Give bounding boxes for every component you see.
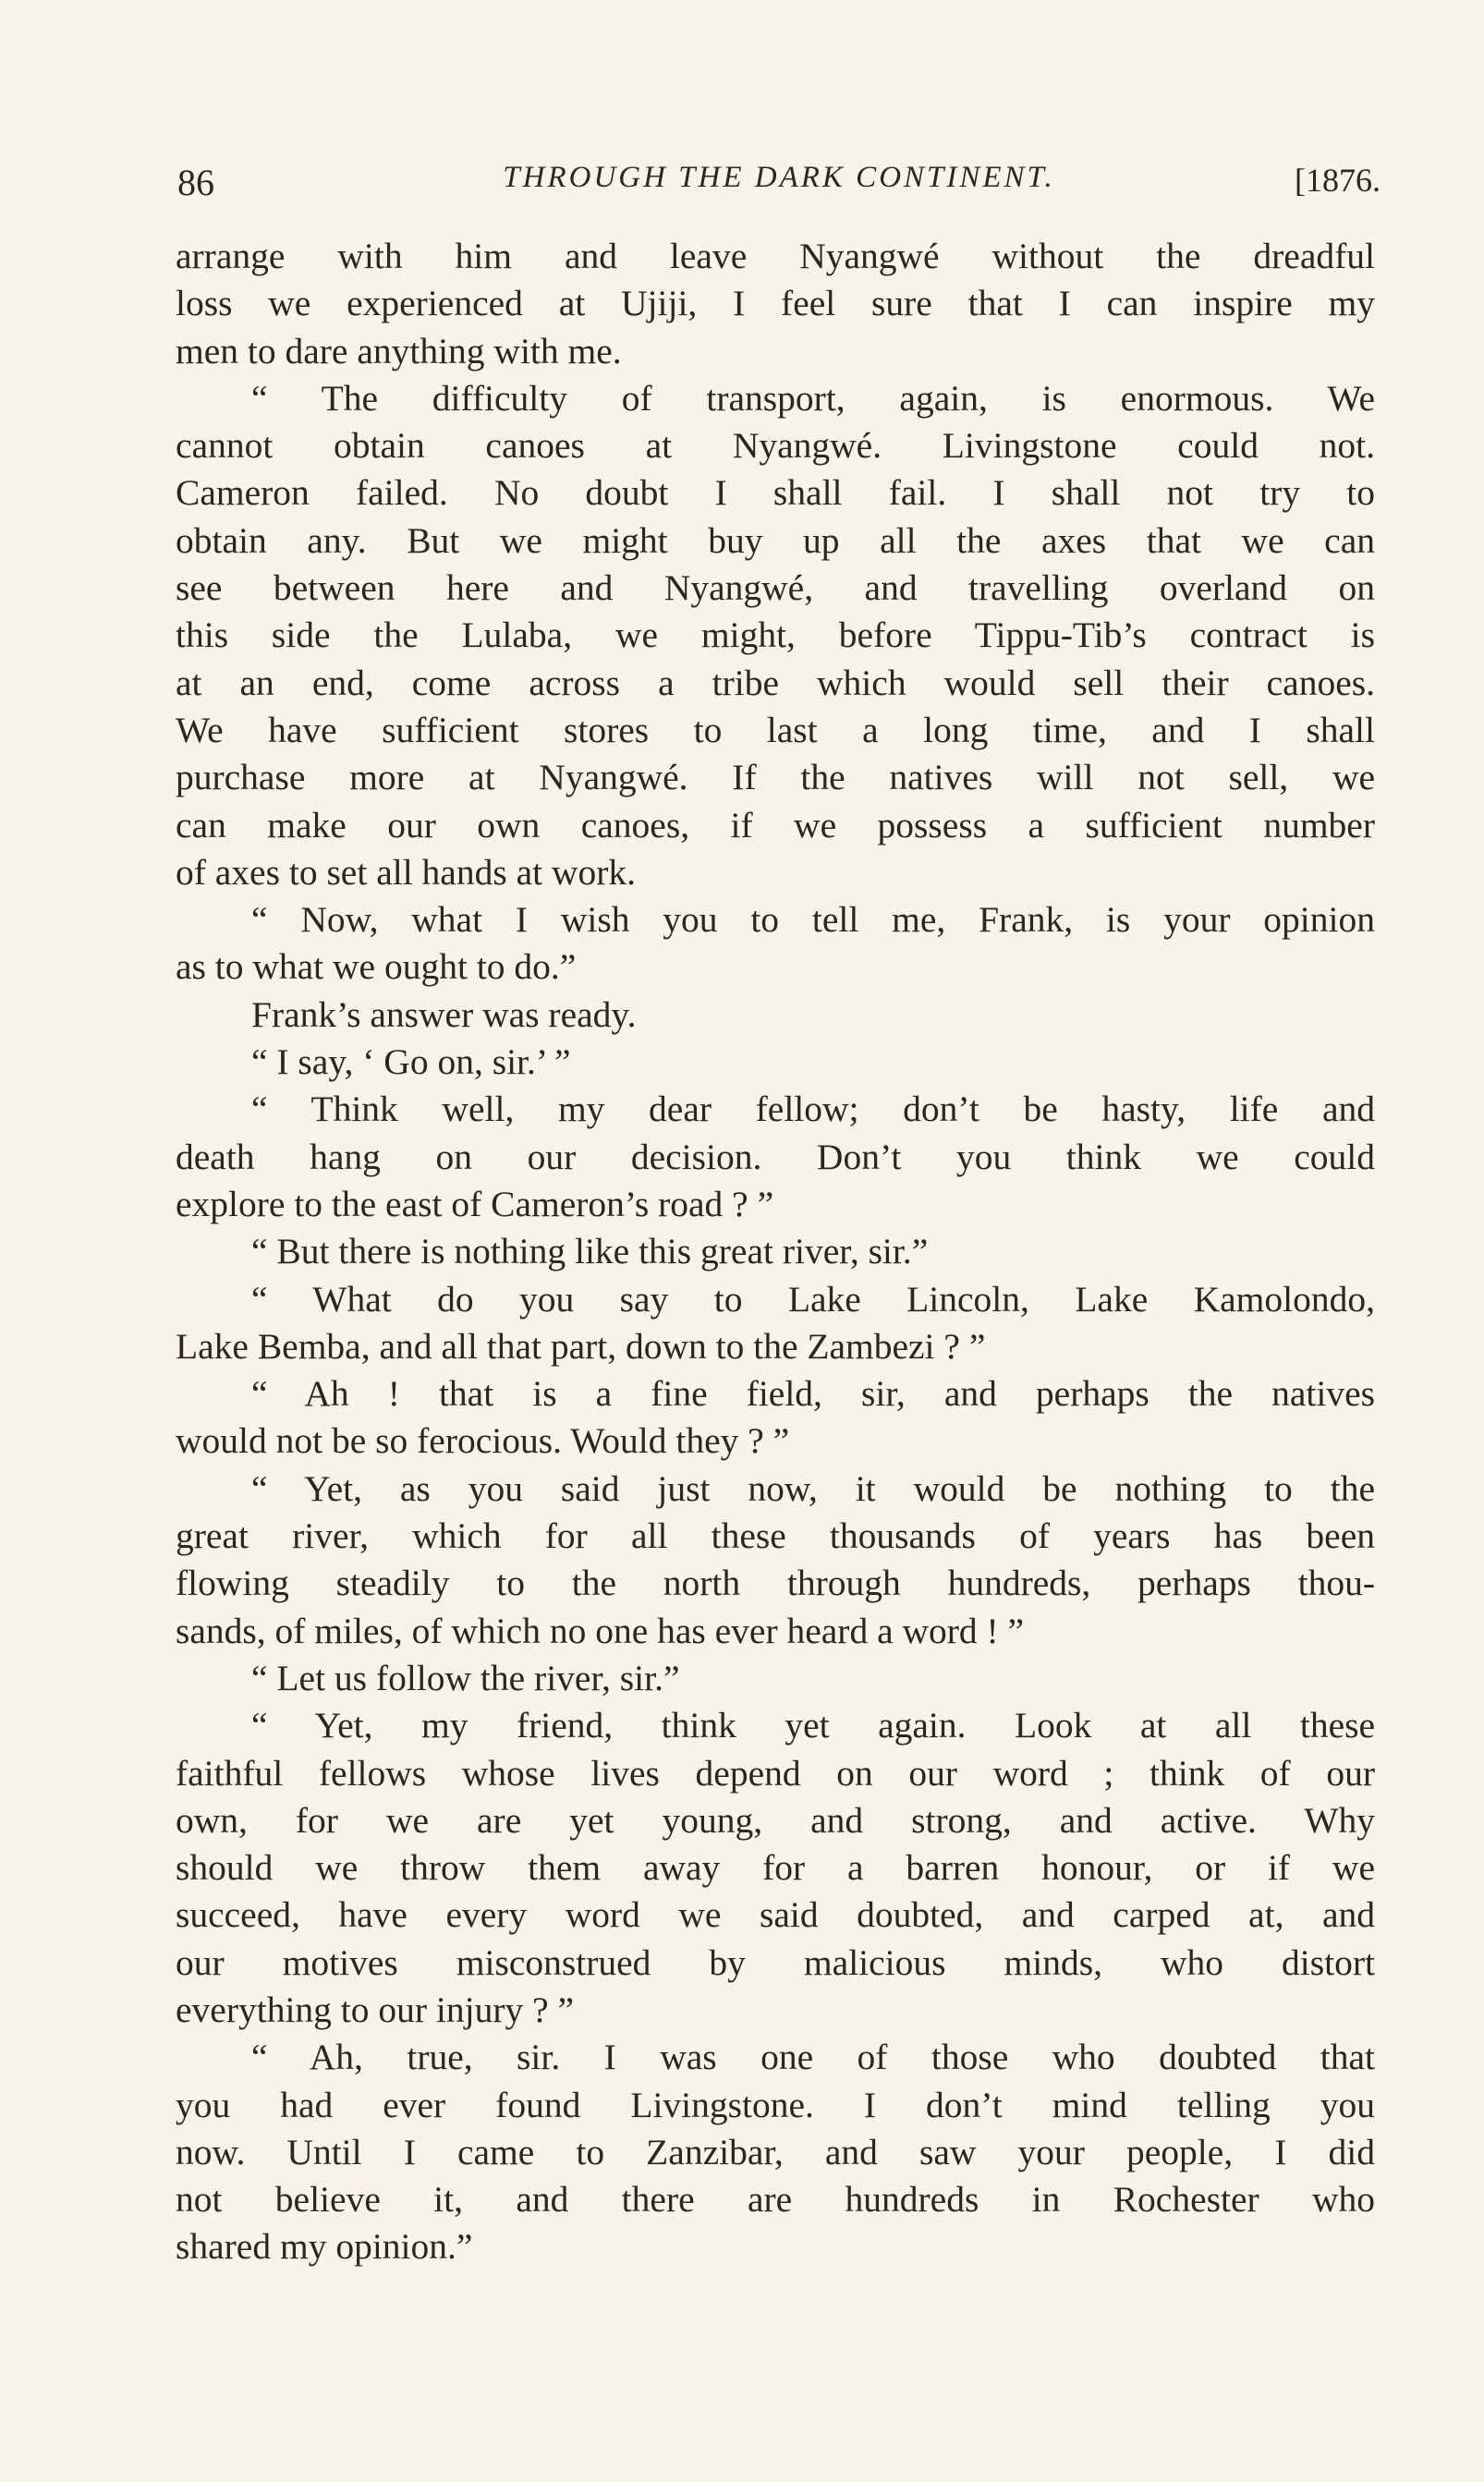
text-line: Cameron failed. No doubt I shall fail. I shall not try to [176,472,1375,514]
text-line: Frank’s answer was ready. [251,993,637,1035]
text-line: now. Until I came to Zanzibar, and saw your people, I did [176,2131,1375,2172]
text-line: death hang on our decision. Don’t you think we could [176,1136,1375,1177]
text-line: you had ever found Livingstone. I don’t mind telling you [176,2084,1375,2125]
text-line: arrange with him and leave Nyangwé without the dreadful [176,236,1375,276]
text-line: “ Let us follow the river, sir.” [251,1657,680,1698]
text-line: “ Now, what I wish you to tell me, Frank, is your opinion [251,899,1375,941]
text-line: “ The difficulty of transport, again, is enormous. We [251,377,1375,419]
text-line: “ What do you say to Lake Lincoln, Lake Kamolondo, [251,1278,1375,1320]
text-line: as to what we ought to do.” [176,946,577,988]
text-line: see between here and Nyangwé, and travelling overland on [176,567,1375,609]
text-line: of axes to set all hands at work. [176,851,637,893]
text-line: “ Yet, my friend, think yet again. Look at all these [251,1705,1375,1746]
text-line: “ But there is nothing like this great river, sir.” [251,1231,929,1272]
text-line: obtain any. But we might buy up all the axes that we can [176,519,1375,561]
text-line: loss we experienced at Ujiji, I feel sure that I can inspire my [176,283,1375,324]
text-line: shared my opinion.” [176,2226,473,2268]
running-head [177,155,1381,211]
text-line: own, for we are yet young, and strong, and active. Why [176,1799,1375,1841]
text-line: should we throw them away for a barren honour, or if we [176,1847,1375,1889]
text-line: flowing steadily to the north through hundreds, perhaps thou- [176,1563,1375,1604]
text-line: explore to the east of Cameron’s road ? ” [176,1183,774,1224]
text-line: can make our own canoes, if we possess a sufficient number [176,804,1375,846]
text-line: “ I say, ‘ Go on, sir.’ ” [251,1041,571,1083]
text-line: at an end, come across a tribe which would sell their canoes. [176,662,1375,703]
text-line: would not be so ferocious. Would they ? ” [176,1420,790,1462]
book-title: THROUGH THE DARK CONTINENT. [503,161,1055,194]
text-line: cannot obtain canoes at Nyangwé. Livingstone could not. [176,425,1375,467]
text-line: We have sufficient stores to last a long time, and I shall [176,709,1375,750]
text-line: “ Yet, as you said just now, it would be nothing to the [251,1467,1375,1509]
text-line: this side the Lulaba, we might, before Tippu-Tib’s contract is [176,614,1375,656]
text-line: “ Ah, true, sir. I was one of those who doubted that [251,2037,1375,2078]
text-line: succeed, have every word we said doubted, and carped at, and [176,1894,1375,1936]
text-line: everything to our injury ? ” [176,1989,575,2030]
text-line: Lake Bemba, and all that part, down to the Zambezi ? ” [176,1325,986,1367]
year-marker: [1876. [1295,162,1381,199]
text-line: great river, which for all these thousands of years has been [176,1515,1375,1557]
body-text [176,233,1375,2271]
text-line: purchase more at Nyangwé. If the natives will not sell, we [176,757,1375,798]
text-line: “ Ah ! that is a fine field, sir, and perhaps the natives [251,1373,1375,1415]
text-line: “ Think well, my dear fellow; don’t be hasty, life and [251,1089,1375,1130]
text-line: sands, of miles, of which no one has ever heard a word ! ” [176,1610,1025,1651]
text-line: men to dare anything with me. [176,330,622,371]
text-line: our motives misconstrued by malicious minds, who distort [176,1941,1375,1983]
page-number: 86 [177,162,214,203]
text-line: not believe it, and there are hundreds in Rochester who [176,2179,1375,2220]
text-line: faithful fellows whose lives depend on our word ; think of our [176,1752,1375,1794]
